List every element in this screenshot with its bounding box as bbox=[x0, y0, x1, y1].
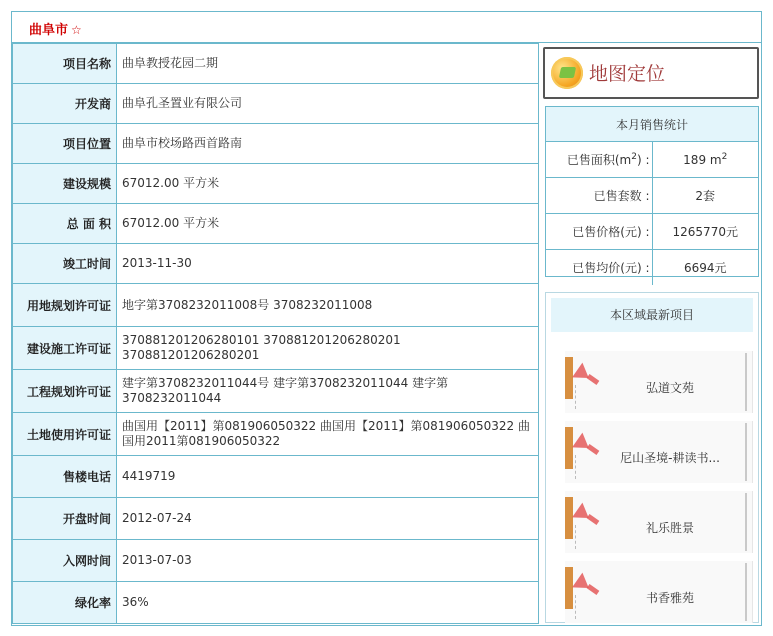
globe-icon bbox=[551, 57, 583, 89]
monthly-sales-box bbox=[545, 106, 759, 277]
detail-value: 地字第3708232011008号 3708232011008 bbox=[117, 284, 539, 327]
detail-row bbox=[13, 204, 539, 244]
latest-project-name[interactable]: 书香雅苑 bbox=[645, 591, 694, 605]
divider bbox=[575, 595, 577, 619]
detail-row bbox=[13, 582, 539, 624]
detail-label: 建设规模 bbox=[13, 164, 117, 204]
detail-label: 入网时间 bbox=[13, 540, 117, 582]
latest-projects-title: 本区域最新项目 bbox=[551, 298, 753, 332]
detail-value: 曲国用【2011】第081906050322 曲国用【2011】第081906050322 曲国用2011第081906050322 bbox=[117, 413, 539, 456]
detail-value: 2013-11-30 bbox=[117, 244, 539, 284]
project-panel bbox=[11, 11, 762, 626]
detail-label: 开盘时间 bbox=[13, 498, 117, 540]
detail-label: 工程规划许可证 bbox=[13, 370, 117, 413]
detail-row bbox=[13, 327, 539, 370]
detail-value: 370881201206280101 370881201206280201 370881201206280201 bbox=[117, 327, 539, 370]
latest-project-item[interactable] bbox=[565, 421, 753, 483]
divider bbox=[575, 455, 577, 479]
avg-price-label: 已售均价(元) : bbox=[546, 250, 652, 286]
sales-title: 本月销售统计 bbox=[546, 107, 758, 142]
project-thumbnail bbox=[565, 427, 573, 469]
latest-project-item[interactable] bbox=[565, 561, 753, 623]
title-bar bbox=[12, 12, 761, 43]
detail-value: 2012-07-24 bbox=[117, 498, 539, 540]
detail-value: 67012.00 平方米 bbox=[117, 164, 539, 204]
latest-project-name[interactable]: 礼乐胜景 bbox=[645, 521, 694, 535]
detail-row bbox=[13, 84, 539, 124]
detail-row bbox=[13, 456, 539, 498]
latest-projects-box bbox=[545, 292, 759, 623]
divider bbox=[575, 385, 577, 409]
latest-project-name[interactable]: 尼山圣境-耕读书... bbox=[620, 451, 720, 465]
city-title bbox=[29, 19, 82, 38]
cursor-icon-stem bbox=[587, 584, 600, 595]
sold-area-label: 已售面积$(m^2)$ : bbox=[546, 142, 652, 178]
divider bbox=[745, 423, 747, 481]
divider bbox=[745, 353, 747, 411]
detail-value: 4419719 bbox=[117, 456, 539, 498]
detail-label: 竣工时间 bbox=[13, 244, 117, 284]
star-icon[interactable]: ☆ bbox=[71, 23, 82, 37]
detail-row bbox=[13, 413, 539, 456]
detail-value: 36% bbox=[117, 582, 539, 624]
divider bbox=[745, 493, 747, 551]
city-name: 曲阜市 bbox=[29, 23, 69, 38]
detail-row bbox=[13, 124, 539, 164]
latest-project-item[interactable] bbox=[565, 351, 753, 413]
detail-label: 项目名称 bbox=[13, 44, 117, 84]
detail-row bbox=[13, 244, 539, 284]
detail-label: 绿化率 bbox=[13, 582, 117, 624]
detail-value: 曲阜市校场路西首路南 bbox=[117, 124, 539, 164]
map-location-label: 地图定位 bbox=[589, 63, 666, 85]
sold-area-value: 189 $m^2$ bbox=[652, 142, 758, 178]
detail-row bbox=[13, 284, 539, 327]
detail-row bbox=[13, 540, 539, 582]
sold-units-label: 已售套数 : bbox=[546, 178, 652, 214]
project-thumbnail bbox=[565, 357, 573, 399]
detail-value: 建字第3708232011044号 建字第3708232011044 建字第3708232011044 bbox=[117, 370, 539, 413]
cursor-icon-stem bbox=[587, 514, 600, 525]
cursor-icon-stem bbox=[587, 444, 600, 455]
map-location-button[interactable] bbox=[543, 47, 759, 99]
detail-label: 售楼电话 bbox=[13, 456, 117, 498]
divider bbox=[745, 563, 747, 621]
cursor-icon-stem bbox=[587, 374, 600, 385]
latest-project-name[interactable]: 弘道文苑 bbox=[645, 381, 694, 395]
detail-value: 67012.00 平方米 bbox=[117, 204, 539, 244]
sold-price-label: 已售价格(元) : bbox=[546, 214, 652, 250]
detail-row bbox=[13, 164, 539, 204]
detail-label: 总 面 积 bbox=[13, 204, 117, 244]
detail-label: 开发商 bbox=[13, 84, 117, 124]
detail-value: 2013-07-03 bbox=[117, 540, 539, 582]
detail-label: 土地使用许可证 bbox=[13, 413, 117, 456]
project-thumbnail bbox=[565, 567, 573, 609]
detail-row bbox=[13, 370, 539, 413]
detail-value: 曲阜教授花园二期 bbox=[117, 44, 539, 84]
sold-units-value: 2套 bbox=[652, 178, 758, 214]
detail-value: 曲阜孔圣置业有限公司 bbox=[117, 84, 539, 124]
detail-row bbox=[13, 498, 539, 540]
sold-price-value: 1265770元 bbox=[652, 214, 758, 250]
divider bbox=[575, 525, 577, 549]
detail-label: 项目位置 bbox=[13, 124, 117, 164]
detail-row bbox=[13, 44, 539, 84]
project-thumbnail bbox=[565, 497, 573, 539]
detail-label: 建设施工许可证 bbox=[13, 327, 117, 370]
detail-label: 用地规划许可证 bbox=[13, 284, 117, 327]
avg-price-value: 6694元 bbox=[683, 261, 727, 275]
latest-project-item[interactable] bbox=[565, 491, 753, 553]
project-details-table bbox=[12, 43, 539, 624]
